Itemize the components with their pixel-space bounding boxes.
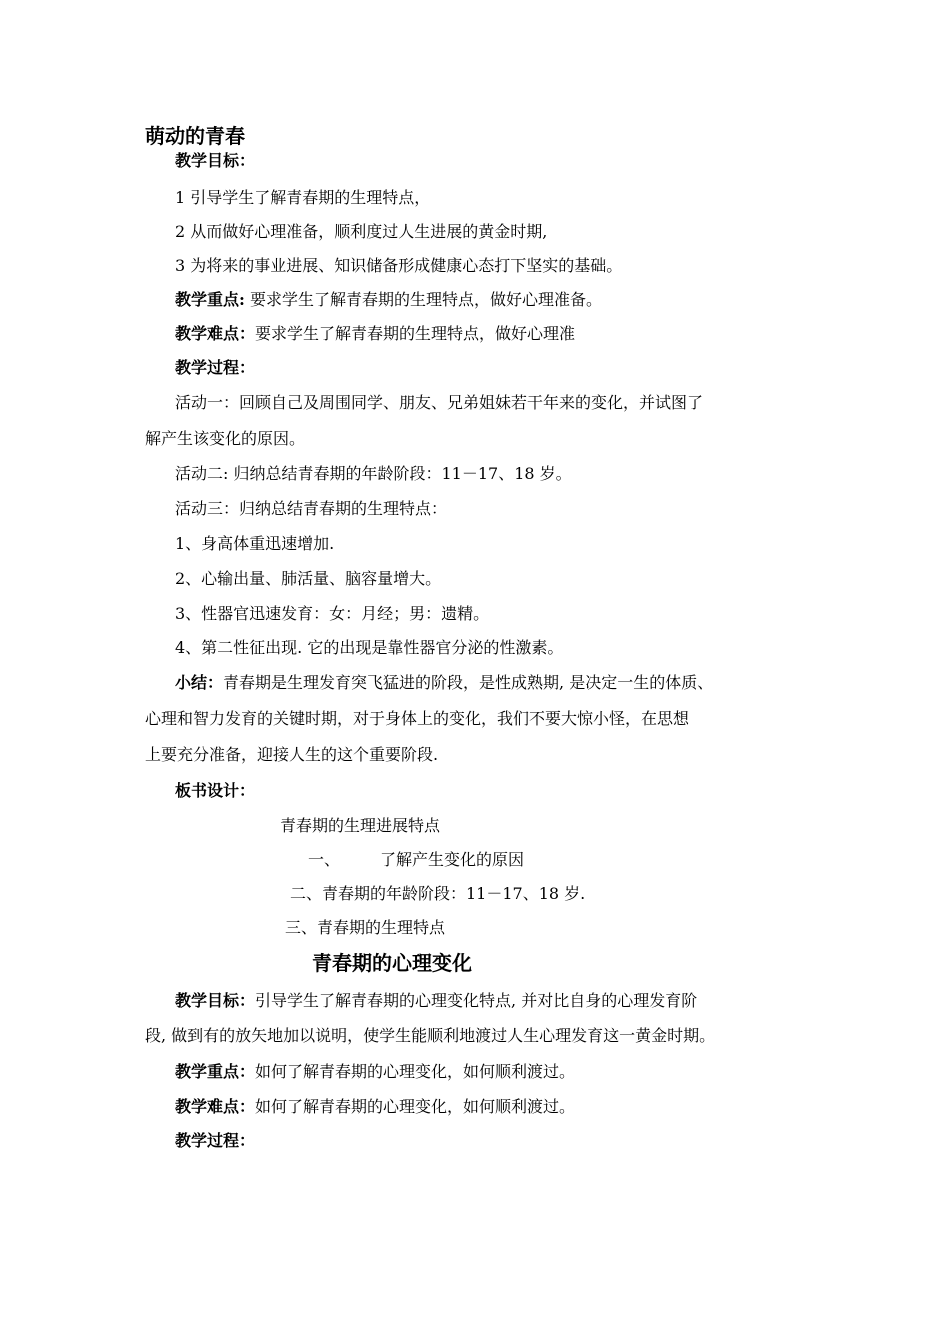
- summary-line2: 心理和智力发育的关键时期，对于身体上的变化，我们不要大惊小怪，在思想: [145, 709, 690, 728]
- section2-goals-line1: [175, 990, 697, 1012]
- section2-difficulty-text: 如何了解青春期的心理变化，如何顺利渡过。: [255, 1097, 576, 1116]
- activity1-line1: 活动一：回顾自己及周围同学、朋友、兄弟姐妹若干年来的变化，并试图了: [175, 393, 704, 412]
- board-item3: 三、青春期的生理特点: [285, 918, 446, 937]
- section1-key-point: [175, 289, 602, 311]
- section2-key-text: 如何了解青春期的心理变化，如何顺利渡过。: [255, 1062, 576, 1081]
- section2-key-point: [175, 1061, 575, 1083]
- section2-goals-label: 教学目标：: [175, 991, 256, 1010]
- feature-2: 2、心输出量、肺活量、脑容量增大。: [175, 569, 442, 588]
- section1-goal-2: 2 从而做好心理准备，顺利度过人生进展的黄金时期,: [175, 222, 548, 241]
- board-label: 板书设计：: [175, 781, 256, 800]
- section1-title: 萌动的青春: [145, 124, 245, 148]
- board-item1-num: 一、: [308, 850, 341, 869]
- section2-difficulty: [175, 1096, 575, 1118]
- section1-key-text: 要求学生了解青春期的生理特点，做好心理准备。: [244, 290, 603, 309]
- section1-goal-1: 1 引导学生了解青春期的生理特点，: [175, 188, 431, 207]
- section1-process-label: 教学过程：: [175, 358, 256, 377]
- section2-title: 青春期的心理变化: [312, 951, 472, 975]
- feature-3: 3、性器官迅速发育：女：月经；男：遗精。: [175, 604, 490, 623]
- section1-difficulty-label: 教学难点：: [175, 324, 256, 343]
- activity2: 活动二: 归纳总结青春期的年龄阶段：11－17、18 岁。: [175, 464, 572, 483]
- section2-goals-line2: 段, 做到有的放矢地加以说明，使学生能顺利地渡过人生心理发育这一黄金时期。: [145, 1026, 716, 1045]
- summary-line1: [175, 672, 713, 694]
- section2-difficulty-label: 教学难点：: [175, 1097, 256, 1116]
- feature-4: 4、第二性征出现. 它的出现是靠性器官分泌的性激素。: [175, 638, 564, 657]
- board-title: 青春期的生理进展特点: [280, 816, 441, 835]
- section2-key-label: 教学重点：: [175, 1062, 256, 1081]
- section2-process-label: 教学过程：: [175, 1131, 256, 1150]
- section1-key-label: 教学重点:: [175, 290, 245, 309]
- section1-goal-3: 3 为将来的事业进展、知识储备形成健康心态打下坚实的基础。: [175, 256, 623, 275]
- activity3: 活动三：归纳总结青春期的生理特点：: [175, 499, 448, 518]
- section1-goals-label: 教学目标：: [175, 151, 256, 170]
- section1-difficulty: [175, 323, 575, 345]
- board-item1-text: 了解产生变化的原因: [380, 850, 525, 869]
- feature-1: 1、身高体重迅速增加.: [175, 534, 335, 553]
- section1-difficulty-text: 要求学生了解青春期的生理特点，做好心理准: [255, 324, 576, 343]
- summary-line3: 上要充分准备，迎接人生的这个重要阶段.: [145, 745, 439, 764]
- section2-goals-text: 引导学生了解青春期的心理变化特点, 并对比自身的心理发育阶: [255, 991, 698, 1010]
- activity1-line2: 解产生该变化的原因。: [145, 429, 306, 448]
- summary-text-1: 青春期是生理发育突飞猛进的阶段，是性成熟期, 是决定一生的体质、: [223, 673, 714, 692]
- summary-label: 小结：: [175, 673, 224, 692]
- board-item2: 二、青春期的年龄阶段：11－17、18 岁.: [290, 884, 586, 903]
